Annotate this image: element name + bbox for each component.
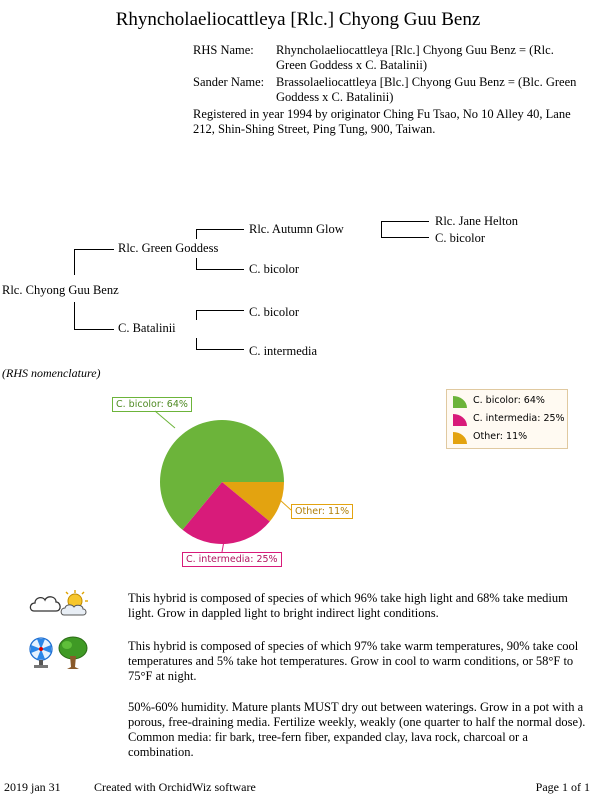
rhs-name-value: Rhyncholaeliocattleya [Rlc.] Chyong Guu Benz = (Rlc. Green Goddess x C. Batalinii) — [276, 43, 554, 72]
tree-line — [196, 229, 197, 239]
tree-line — [381, 221, 429, 222]
footer-date: 2019 jan 31 — [4, 780, 61, 794]
legend-item-intermedia: C. intermedia: 25% — [473, 413, 565, 424]
cloud-sun-icon — [28, 589, 92, 619]
tree-node-jane-helton: Rlc. Jane Helton — [435, 214, 518, 228]
light-requirements-text: This hybrid is composed of species of which 96% take high light and 68% take medium light. Grow in dappled light to bright indirect light conditions. — [128, 591, 568, 620]
legend-item-bicolor: C. bicolor: 64% — [473, 395, 545, 406]
tree-node-batalinii-bicolor: C. bicolor — [249, 305, 299, 319]
tree-node-autumn-glow-bicolor: C. bicolor — [435, 231, 485, 245]
registration-info: Registered in year 1994 by originator Ching Fu Tsao, No 10 Alley 40, Lane 212, Shin-Shing Street, Ping Tung, 900, Taiwan. — [193, 107, 571, 136]
tree-node-root: Rlc. Chyong Guu Benz — [2, 283, 119, 297]
tree-line — [381, 237, 429, 238]
tree-line — [74, 249, 75, 275]
rhs-name-label: RHS Name: — [193, 43, 254, 57]
sander-name-value: Brassolaeliocattleya [Blc.] Chyong Guu Benz = (Blc. Green Goddess x C. Batalinii) — [276, 75, 577, 104]
tree-line — [196, 338, 197, 349]
tree-line — [196, 349, 244, 350]
tree-line — [196, 258, 197, 269]
chart-legend — [446, 389, 568, 449]
legend-swatch-bicolor — [453, 396, 467, 408]
leader-line-bicolor — [155, 411, 175, 428]
footer-page: Page 1 of 1 — [535, 780, 590, 794]
tree-line — [196, 269, 244, 270]
tree-node-batalinii: C. Batalinii — [118, 321, 176, 335]
tree-line — [196, 310, 197, 320]
tree-line — [74, 302, 75, 329]
tree-line — [196, 310, 244, 311]
fan-tree-icon — [27, 636, 91, 670]
legend-swatch-intermedia — [453, 414, 467, 426]
nomenclature-note: (RHS nomenclature) — [2, 366, 101, 380]
pie-callout-bicolor: C. bicolor: 64% — [112, 397, 192, 412]
tree-line — [74, 329, 114, 330]
tree-line — [381, 221, 382, 237]
tree-line — [74, 249, 114, 250]
tree-line — [196, 229, 244, 230]
legend-item-other: Other: 11% — [473, 431, 528, 442]
legend-swatch-other — [453, 432, 467, 444]
care-instructions-text: 50%-60% humidity. Mature plants MUST dry out between waterings. Grow in a pot with a porous, free-draining media. Fertilize weekly, weakly (one quarter to half the normal dose). Common media: fir bark, tree-fern fiber, expanded clay, lava rock, charcoal or a combination. — [128, 700, 586, 759]
tree-node-green-goddess-bicolor: C. bicolor — [249, 262, 299, 276]
tree-node-green-goddess: Rlc. Green Goddess — [118, 241, 219, 255]
page-title: Rhyncholaeliocattleya [Rlc.] Chyong Guu Benz — [115, 9, 481, 30]
pie-chart — [150, 470, 151, 471]
leader-line-other — [280, 500, 291, 510]
temperature-requirements-text: This hybrid is composed of species of which 97% take warm temperatures, 90% take cool temperatures and 5% take hot temperatures. Grow in cool to warm conditions, or 58°F to 75°F at night. — [128, 639, 579, 683]
tree-node-autumn-glow: Rlc. Autumn Glow — [249, 222, 344, 236]
sander-name-label: Sander Name: — [193, 75, 265, 89]
pie-callout-intermedia: C. intermedia: 25% — [182, 552, 282, 567]
pie-callout-other: Other: 11% — [291, 504, 353, 519]
footer-created: Created with OrchidWiz software — [94, 780, 256, 794]
tree-node-intermedia: C. intermedia — [249, 344, 318, 358]
